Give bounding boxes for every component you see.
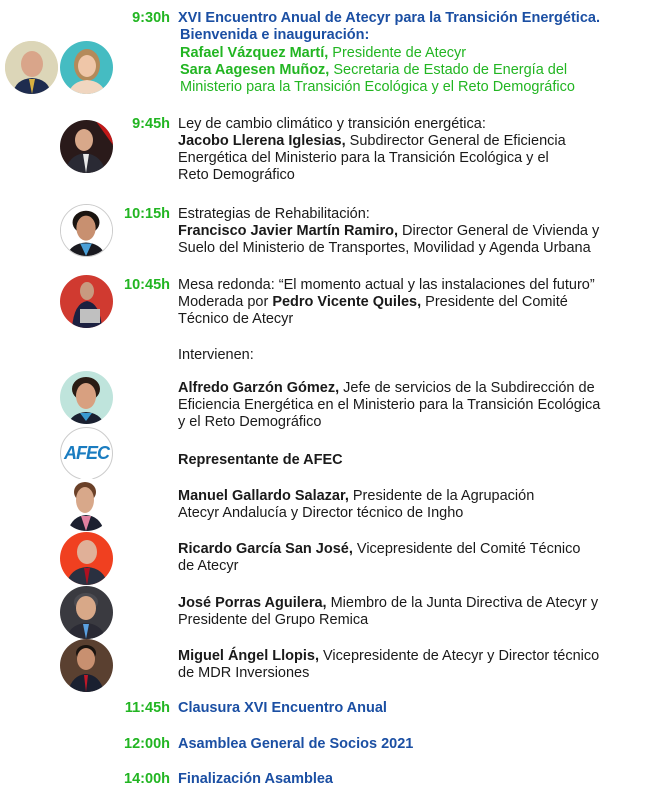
speaker-role: Presidente de Atecyr <box>332 45 467 61</box>
speaker-role-cont: Reto Demográfico <box>178 167 295 183</box>
speaker-role-cont: y el Reto Demográfico <box>178 414 322 430</box>
speaker-role-cont: Energética del Ministerio para la Transición Ecológica y el <box>178 150 549 166</box>
speaker-role-cont: Técnico de Atecyr <box>178 311 294 327</box>
person-photo-icon <box>60 639 113 692</box>
panelist-entry <box>178 380 640 397</box>
time-label: 14:00h <box>124 771 170 787</box>
avatar-miguel <box>60 639 113 692</box>
afec-logo-text: AFEC <box>64 443 109 463</box>
moderator-entry <box>178 294 640 311</box>
avatar-sara <box>60 41 113 94</box>
speaker-role: Miembro de la Junta Directiva de Atecyr y <box>330 595 599 611</box>
session-topic: Ley de cambio climático y transición energética: <box>178 116 486 132</box>
time-label: 12:00h <box>124 736 170 752</box>
time-label: 10:45h <box>124 277 170 293</box>
speaker-role: Director General de Vivienda y <box>402 223 600 239</box>
speaker-role-cont: de Atecyr <box>178 558 239 574</box>
avatar-alfredo <box>60 371 113 424</box>
avatar-pedro <box>60 275 113 328</box>
panelist-entry <box>178 488 640 505</box>
event-title: Clausura XVI Encuentro Anual <box>178 700 387 716</box>
event-title: XVI Encuentro Anual de Atecyr para la Transición Energética. <box>178 10 600 26</box>
person-photo-icon <box>60 532 113 585</box>
speaker-entry <box>178 223 640 240</box>
speaker-name: Rafael Vázquez Martí, <box>180 45 329 61</box>
speaker-role: Secretaria de Estado de Energía del <box>333 62 568 78</box>
avatar-jacobo <box>60 120 113 173</box>
panelist-entry <box>178 648 640 665</box>
session-topic: Estrategias de Rehabilitación: <box>178 206 370 222</box>
speaker-name: Jacobo Llerena Iglesias, <box>178 133 346 149</box>
session-topic: Mesa redonda: “El momento actual y las instalaciones del futuro” <box>178 277 595 293</box>
speaker-role: Presidente del Comité <box>425 294 568 310</box>
speaker-role-cont: Atecyr Andalucía y Director técnico de Ingho <box>178 505 464 521</box>
avatar-jose <box>60 586 113 639</box>
speaker-name: Alfredo Garzón Gómez, <box>178 380 340 396</box>
speaker-name: Ricardo García San José, <box>178 541 353 557</box>
speaker-name: Pedro Vicente Quiles, <box>272 294 422 310</box>
panelist-entry <box>178 541 640 558</box>
person-photo-icon <box>60 41 113 94</box>
panel-label: Intervienen: <box>178 347 254 363</box>
speaker-role: Vicepresidente de Atecyr y Director técnico <box>323 648 600 664</box>
speaker-entry <box>180 45 642 62</box>
afec-logo <box>60 427 113 480</box>
speaker-name: Manuel Gallardo Salazar, <box>178 488 349 504</box>
panelist-entry <box>178 595 640 612</box>
avatar-ricardo <box>60 532 113 585</box>
speaker-name: José Porras Aguilera, <box>178 595 327 611</box>
speaker-name: Sara Aagesen Muñoz, <box>180 62 330 78</box>
speaker-role-cont: Eficiencia Energética en el Ministerio para la Transición Ecológica <box>178 397 601 413</box>
person-photo-icon <box>5 41 58 94</box>
speaker-role-cont: de MDR Inversiones <box>178 665 310 681</box>
time-label: 9:45h <box>132 116 170 132</box>
person-photo-icon <box>61 205 112 256</box>
person-photo-icon <box>60 275 113 328</box>
avatar-rafael <box>5 41 58 94</box>
speaker-role-cont: Presidente del Grupo Remica <box>178 612 369 628</box>
time-label: 9:30h <box>132 10 170 26</box>
person-photo-icon <box>60 586 113 639</box>
speaker-role: Presidente de la Agrupación <box>352 488 535 504</box>
speaker-role: Subdirector General de Eficiencia <box>349 133 566 149</box>
person-photo-icon <box>60 371 113 424</box>
person-photo-icon <box>60 120 113 173</box>
panelist-entry: Representante de AFEC <box>178 452 343 468</box>
speaker-role-cont: Suelo del Ministerio de Transportes, Movilidad y Agenda Urbana <box>178 240 591 256</box>
speaker-role-cont: Ministerio para la Transición Ecológica y el Reto Demográfico <box>180 79 575 95</box>
person-photo-icon <box>60 478 113 531</box>
speaker-entry <box>180 62 642 79</box>
event-title: Finalización Asamblea <box>178 771 333 787</box>
time-label: 11:45h <box>124 700 170 716</box>
avatar-francisco <box>60 204 113 257</box>
speaker-name: Francisco Javier Martín Ramiro, <box>178 223 398 239</box>
moderator-prefix: Moderada por <box>178 294 269 310</box>
speaker-name: Miguel Ángel Llopis, <box>178 648 319 664</box>
speaker-role: Jefe de servicios de la Subdirección de <box>343 380 595 396</box>
avatar-manuel <box>60 478 113 531</box>
event-title: Asamblea General de Socios 2021 <box>178 736 414 752</box>
speaker-role: Vicepresidente del Comité Técnico <box>356 541 581 557</box>
speaker-entry <box>178 133 640 150</box>
time-label: 10:15h <box>124 206 170 222</box>
event-subtitle: Bienvenida e inauguración: <box>180 27 370 43</box>
